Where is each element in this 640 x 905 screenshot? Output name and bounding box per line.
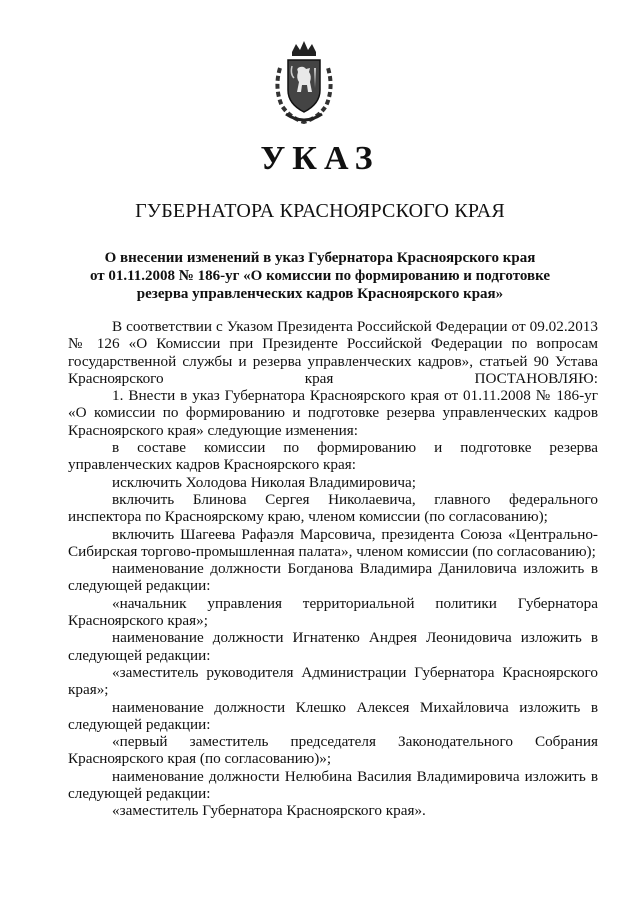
- preamble-paragraph: В соответствии с Указом Президента Российской Федерации от 09.02.2013 № 126 «О Комиссии при Президенте Российской Федерации по вопросам государственной службы и резерва управленческих кадров», статьей 90 Устава Красноярского края ПОСТАНОВЛЯЮ:: [68, 318, 598, 387]
- body-paragraph: «начальник управления территориальной политики Губернатора Красноярского края»;: [68, 594, 598, 630]
- body-paragraph: «заместитель Губернатора Красноярского края».: [112, 802, 426, 820]
- issuer-heading: ГУБЕРНАТОРА КРАСНОЯРСКОГО КРАЯ: [135, 200, 505, 222]
- body-paragraph: исключить Холодова Николая Владимировича;: [112, 473, 417, 491]
- coat-of-arms-icon: [270, 38, 338, 124]
- document-type-title: УКАЗ: [260, 140, 380, 177]
- body-paragraph: наименование должности Игнатенко Андрея Леонидовича изложить в следующей редакции:: [68, 629, 598, 664]
- subject-line: резерва управленческих кадров Красноярского края»: [136, 286, 504, 302]
- subject-line: от 01.11.2008 № 186-уг «О комиссии по формированию и подготовке: [89, 268, 551, 284]
- body-paragraph: включить Шагеева Рафаэля Марсовича, президента Союза «Центрально-Сибирская торгово-промышленная палата», членом комиссии (по согласованию);: [68, 525, 598, 560]
- body-paragraph: наименование должности Нелюбина Василия Владимировича изложить в следующей редакции:: [68, 767, 598, 803]
- subject-line: О внесении изменений в указ Губернатора Красноярского края: [104, 250, 536, 266]
- document-body: [68, 318, 598, 820]
- clause-1-paragraph: 1. Внести в указ Губернатора Красноярского края от 01.11.2008 № 186-уг «О комиссии по формированию и подготовке резерва управленческих кадров Красноярского края» следующие изменения:: [68, 387, 598, 439]
- body-paragraph: включить Блинова Сергея Николаевича, главного федерального инспектора по Красноярскому краю, членом комиссии (по согласованию);: [68, 490, 598, 526]
- body-paragraph: наименование должности Клешко Алексея Михайловича изложить в следующей редакции:: [68, 698, 598, 733]
- body-paragraph: «первый заместитель председателя Законодательного Собрания Красноярского края (по согласованию)»;: [68, 733, 598, 768]
- body-paragraph: «заместитель руководителя Администрации Губернатора Красноярского края»;: [68, 663, 598, 699]
- body-paragraph: в составе комиссии по формированию и подготовке резерва управленческих кадров Красноярского края:: [68, 439, 598, 474]
- document-subject: [80, 249, 560, 303]
- body-paragraph: наименование должности Богданова Владимира Даниловича изложить в следующей редакции:: [68, 560, 598, 595]
